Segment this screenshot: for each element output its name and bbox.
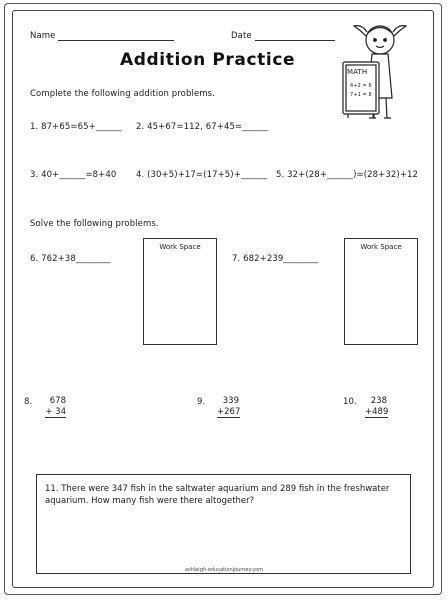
problem-10-top: 238 (370, 396, 387, 406)
problem-9-bottom: +267 (217, 407, 241, 417)
date-line[interactable] (255, 40, 335, 41)
work-space-box-2[interactable] (344, 238, 418, 345)
problem-8[interactable] (44, 396, 66, 418)
problem-9-top: 339 (222, 396, 239, 406)
name-line[interactable] (58, 40, 174, 41)
section2-instructions: Solve the following problems. (30, 219, 159, 229)
word-problem-text: 11. There were 347 fish in the saltwater aquarium and 289 fish in the freshwater aquarium. How many fish were there altogether? (45, 484, 390, 506)
problem-3[interactable]: 3. 40+______=8+40 (30, 170, 117, 180)
problem-7[interactable]: 7. 682+239________ (232, 254, 319, 264)
problem-9[interactable] (217, 396, 239, 418)
problem-8-number: 8. (24, 397, 33, 407)
footer-credit: ashleigh-educationjourney.com (185, 567, 263, 573)
problem-4[interactable]: 4. (30+5)+17=(17+5)+______ (136, 170, 268, 180)
board-title: MATH (347, 68, 368, 76)
problem-5[interactable]: 5. 32+(28+______)=(28+32)+12 (276, 170, 419, 180)
name-label: Name (30, 31, 56, 41)
problem-1[interactable]: 1. 87+65=65+______ (30, 122, 122, 132)
problem-10-number: 10. (343, 397, 357, 407)
problem-10[interactable] (365, 396, 387, 418)
work-space-box-1[interactable] (143, 238, 217, 345)
problem-8-top: 678 (49, 396, 66, 406)
work-space-label-2: Work Space (360, 243, 402, 251)
problem-2[interactable]: 2. 45+67=112, 67+45=______ (136, 122, 269, 132)
problem-8-bottom: + 34 (45, 407, 66, 417)
word-problem-box[interactable] (36, 474, 411, 574)
board-line-1: 4+2 = 6 (350, 83, 372, 89)
board-line-2: 7+1 = 8 (350, 92, 372, 98)
work-space-label-1: Work Space (159, 243, 201, 251)
date-label: Date (231, 31, 252, 41)
problem-6[interactable]: 6. 762+38________ (30, 254, 111, 264)
problem-10-bottom: +489 (365, 407, 389, 417)
section1-instructions: Complete the following addition problems. (30, 89, 215, 99)
problem-9-number: 9. (197, 397, 206, 407)
page-title: Addition Practice (120, 50, 296, 70)
